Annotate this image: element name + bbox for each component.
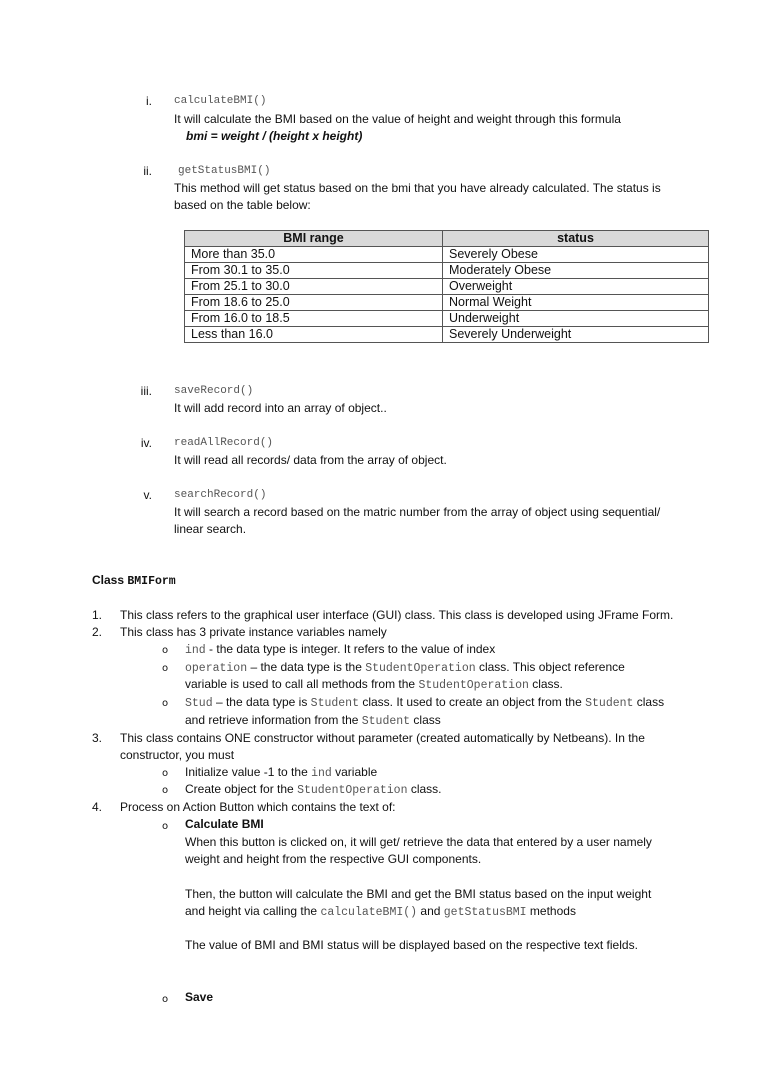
variable-stud-cont <box>185 712 441 730</box>
body-text: class. <box>407 782 442 796</box>
method-description: based on the table below: <box>174 198 311 212</box>
bullet-icon: o <box>162 698 169 709</box>
body-text: Initialize value -1 to the <box>185 765 312 779</box>
body-text: and height via calling the <box>185 904 321 918</box>
class-heading-name: BMIForm <box>127 575 176 588</box>
body-text: – the data type is <box>212 695 311 709</box>
method-name: searchRecord() <box>174 489 267 501</box>
table-row <box>185 311 709 327</box>
body-text: and <box>417 904 444 918</box>
table-cell: From 16.0 to 18.5 <box>185 311 443 327</box>
body-text: variable <box>331 765 378 779</box>
body-text: weight and height from the respective GUI components. <box>185 852 482 866</box>
list-item-text: This class contains ONE constructor without parameter (created automatically by Netbeans). In the <box>120 731 645 745</box>
code-text: calculateBMI() <box>320 906 418 919</box>
method-name: calculateBMI() <box>174 95 267 107</box>
table-row <box>185 247 709 263</box>
body-text: class <box>633 695 665 709</box>
variable-stud <box>185 694 664 712</box>
table-row <box>185 295 709 311</box>
body-text: Then, the button will calculate the BMI and get the BMI status based on the input weight <box>185 887 652 901</box>
variable-ind <box>185 641 495 659</box>
bullet-icon: o <box>162 994 169 1005</box>
table-cell: From 18.6 to 25.0 <box>185 295 443 311</box>
list-item-text: constructor, you must <box>120 748 235 762</box>
variable-operation-cont <box>185 676 563 694</box>
table-cell: Less than 16.0 <box>185 327 443 343</box>
list-item-text: Process on Action Button which contains the text of: <box>120 800 396 814</box>
class-heading <box>92 573 176 588</box>
method-description: It will calculate the BMI based on the value of height and weight through this formula <box>174 112 621 126</box>
bullet-icon: o <box>162 821 169 832</box>
method-number: v. <box>143 488 152 502</box>
list-item-text: This class has 3 private instance variables namely <box>120 625 387 639</box>
code-text: ind <box>185 644 206 657</box>
bmi-formula: bmi = weight / (height x height) <box>186 129 363 143</box>
class-heading-prefix: Class <box>92 573 128 587</box>
list-number: 3. <box>92 731 103 745</box>
table-row <box>185 263 709 279</box>
code-text: Stud <box>185 697 213 710</box>
table-cell: Normal Weight <box>443 295 709 311</box>
code-text: operation <box>185 662 248 675</box>
method-number: i. <box>146 94 152 108</box>
body-text: variable is used to call all methods from the <box>185 677 419 691</box>
body-text: When this button is clicked on, it will get/ retrieve the data that entered by a user namely <box>185 835 652 849</box>
calculate-bmi-heading: Calculate BMI <box>185 817 264 831</box>
table-cell: Moderately Obese <box>443 263 709 279</box>
body-text: class <box>410 713 441 727</box>
method-number: ii. <box>143 164 152 178</box>
body-text: - the data type is integer. It refers to the value of index <box>205 642 496 656</box>
list-number: 1. <box>92 608 103 622</box>
code-text: Student <box>361 715 411 728</box>
method-description: It will read all records/ data from the array of object. <box>174 453 447 467</box>
method-description: It will add record into an array of object.. <box>174 401 387 415</box>
table-cell: From 25.1 to 30.0 <box>185 279 443 295</box>
bullet-icon: o <box>162 785 169 796</box>
table-cell: Severely Obese <box>443 247 709 263</box>
constructor-step <box>185 764 377 782</box>
table-row <box>185 279 709 295</box>
table-row <box>185 327 709 343</box>
body-text: class. It used to create an object from the <box>358 695 586 709</box>
code-text: ind <box>311 767 332 780</box>
table-cell: More than 35.0 <box>185 247 443 263</box>
method-description: It will search a record based on the matric number from the array of object using sequential/ <box>174 505 661 519</box>
body-text <box>185 903 576 921</box>
variable-operation <box>185 659 710 677</box>
method-number: iii. <box>140 384 152 398</box>
bullet-icon: o <box>162 768 169 779</box>
table-cell: Underweight <box>443 311 709 327</box>
table-header-row <box>185 231 709 247</box>
bmi-status-table <box>184 230 709 343</box>
save-heading: Save <box>185 990 214 1004</box>
method-description: linear search. <box>174 522 247 536</box>
list-item-text: This class refers to the graphical user interface (GUI) class. This class is developed using JFrame Form. <box>120 608 674 622</box>
body-text: – the data type is the <box>247 660 366 674</box>
method-number: iv. <box>140 436 152 450</box>
list-number: 2. <box>92 625 103 639</box>
code-text: StudentOperation <box>297 784 408 797</box>
list-number: 4. <box>92 800 103 814</box>
table-cell: From 30.1 to 35.0 <box>185 263 443 279</box>
method-name: saveRecord() <box>174 385 254 397</box>
code-text: Student <box>310 697 359 710</box>
table-header: status <box>443 231 709 247</box>
bullet-icon: o <box>162 663 169 674</box>
method-name: readAllRecord() <box>174 437 274 449</box>
bullet-icon: o <box>162 645 169 656</box>
body-text: and retrieve information from the <box>185 713 362 727</box>
table-header: BMI range <box>185 231 443 247</box>
table-cell: Overweight <box>443 279 709 295</box>
body-text: The value of BMI and BMI status will be displayed based on the respective text fields. <box>185 938 638 952</box>
body-text: class. <box>528 677 563 691</box>
method-name: getStatusBMI() <box>178 165 271 177</box>
table-cell: Severely Underweight <box>443 327 709 343</box>
code-text: StudentOperation <box>365 662 476 675</box>
method-description: This method will get status based on the bmi that you have already calculated. The status is <box>174 181 661 195</box>
body-text: methods <box>526 904 576 918</box>
body-text: class. This object reference <box>475 660 625 674</box>
code-text: getStatusBMI <box>443 906 527 919</box>
constructor-step <box>185 781 442 799</box>
code-text: Student <box>585 697 634 710</box>
body-text: Create object for the <box>185 782 298 796</box>
code-text: StudentOperation <box>418 679 529 692</box>
